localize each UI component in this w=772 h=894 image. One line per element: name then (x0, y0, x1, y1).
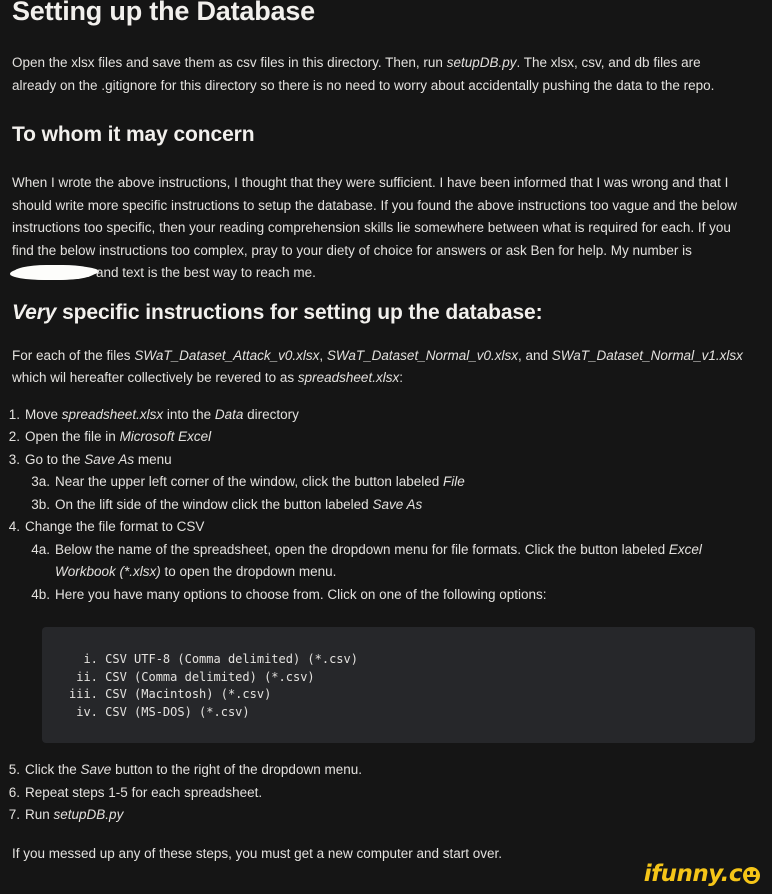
step-row (0, 804, 745, 827)
intro-paragraph (0, 52, 772, 97)
redacted-phone-number (13, 265, 95, 280)
step-text (25, 516, 745, 539)
steps-list-continued (0, 759, 772, 827)
section-heading-to-whom-it-may-concern: To whom it may concern (12, 123, 255, 146)
step-text-b: menu (134, 451, 172, 467)
step-text-a: Click the (25, 762, 81, 777)
instructions-intro-b: which wil hereafter collectively be revered to as (12, 370, 298, 385)
step-text (25, 759, 745, 782)
substep-number: 3a. (31, 474, 50, 489)
substep-number: 4b. (31, 586, 50, 602)
spacer (0, 97, 772, 123)
concern-text-a: When I wrote the above instructions, I thought that they were sufficient. I have been informed that I was wrong and that I should write more specific instructions to setup the database. If you found the above instructions too vague and the below instructions too specific, then your reading comprehension skills lie somewhere between what is required for each. If you find the below instructions too complex, pray to your diety of choice for answers or ask Ben for help. My number is (12, 175, 737, 258)
step-row (0, 759, 745, 782)
spacer (0, 325, 772, 345)
spacer (0, 147, 772, 172)
instructions-intro-paragraph (0, 345, 772, 390)
spacer (0, 285, 772, 301)
list-item (0, 449, 772, 517)
dataset-file-3: SWaT_Dataset_Normal_v1.xlsx (551, 347, 743, 363)
dataset-file-2: SWaT_Dataset_Normal_v0.xlsx (326, 347, 518, 363)
spreadsheet-alias: spreadsheet.xlsx (297, 370, 400, 385)
ifunny-watermark (644, 863, 760, 886)
concern-paragraph (0, 172, 772, 285)
step-emphasis-1: Save As (84, 451, 135, 467)
spacer (0, 390, 772, 404)
smiley-face-icon (743, 867, 760, 884)
instructions-intro-a: For each of the files (12, 347, 135, 363)
intro-text-a: Open the xlsx files and save them as csv files in this directory. Then, run (12, 55, 447, 70)
list-item (0, 782, 772, 805)
step-emphasis-1: Microsoft Excel (119, 429, 212, 444)
step-text-a: Open the file in (25, 429, 120, 444)
step-text-a: Run (25, 807, 54, 822)
heading-emphasis: Very (12, 300, 57, 324)
code-line: ii. CSV (Comma delimited) (*.csv) (69, 669, 315, 684)
step-text-c: directory (243, 406, 299, 422)
page-title: Setting up the Database (12, 0, 315, 26)
step-row (0, 516, 745, 539)
substep-row (0, 471, 745, 494)
substep-text-a: Here you have many options to choose from. Click on one of the following options: (55, 586, 547, 602)
separator-1: , (319, 347, 327, 363)
step-text-a: Change the file format to CSV (25, 519, 205, 534)
steps-list (0, 404, 772, 607)
separator-2: , and (517, 347, 552, 363)
substep-row (0, 539, 745, 584)
step-number: 4. (8, 519, 20, 534)
substep-text-a: Near the upper left corner of the window, click the button labeled (55, 474, 443, 489)
list-item (0, 516, 772, 606)
step-row (0, 782, 745, 805)
step-text-a: Move (25, 406, 62, 422)
step-row (0, 449, 745, 472)
code-line: i. CSV UTF-8 (Comma delimited) (*.csv) (69, 652, 358, 666)
concern-text-b: and text is the best way to reach me. (96, 265, 316, 280)
substep-text (55, 494, 745, 517)
step-text-a: Go to the (25, 451, 85, 467)
substep-emphasis: Excel Workbook (*.xlsx) (55, 541, 702, 579)
code-line: iv. CSV (MS-DOS) (*.csv) (69, 704, 250, 719)
substep-row (0, 584, 745, 607)
step-number: 5. (8, 762, 20, 777)
code-line: iii. CSV (Macintosh) (*.csv) (69, 687, 272, 701)
csv-format-options-code-block (42, 627, 755, 743)
step-number: 6. (8, 784, 20, 800)
substep-number: 3b. (31, 496, 50, 512)
step-text (25, 804, 745, 827)
step-text (25, 449, 745, 472)
spacer (0, 606, 772, 627)
step-number: 2. (8, 429, 20, 444)
list-item (0, 404, 772, 427)
substep-text (55, 584, 745, 607)
step-emphasis-1: spreadsheet.xlsx (61, 406, 164, 422)
instructions-intro-c: : (399, 370, 403, 385)
substep-text (55, 539, 745, 584)
substep-text-b: to open the dropdown menu. (160, 564, 337, 579)
step-text (25, 404, 745, 427)
step-text-b: button to the right of the dropdown menu. (111, 762, 362, 777)
step-text-b: into the (163, 406, 215, 422)
list-item (0, 804, 772, 827)
step-row (0, 426, 745, 449)
spacer (0, 827, 772, 843)
step-number: 1. (8, 406, 20, 422)
step-text (25, 426, 745, 449)
spacer (0, 30, 772, 52)
spacer (0, 743, 772, 759)
step-emphasis-1: Save (80, 762, 112, 777)
step-number: 3. (8, 451, 20, 467)
list-item (0, 426, 772, 449)
substep-emphasis: Save As (372, 496, 423, 512)
list-item (0, 759, 772, 782)
watermark-text: ifunny.c (643, 861, 742, 887)
substep-row (0, 494, 745, 517)
step-text (25, 782, 745, 805)
step-emphasis-1: setupDB.py (53, 807, 124, 822)
step-row (0, 404, 745, 427)
step-number: 7. (8, 807, 20, 822)
intro-text-c: . The xlsx, csv, and db files are already on the .gitignore for this directory so there is no need to worry about accidentally pushing the data to the repo. (12, 55, 715, 93)
heading-rest: specific instructions for setting up the database: (56, 300, 543, 324)
substep-number: 4a. (31, 541, 50, 557)
substep-text (55, 471, 745, 494)
closing-paragraph: If you messed up any of these steps, you must get a new computer and start over. (12, 845, 503, 861)
step-emphasis-2: Data (214, 406, 244, 422)
step-text-a: Repeat steps 1-5 for each spreadsheet. (25, 784, 263, 800)
substep-text-a: On the lift side of the window click the button labeled (55, 496, 373, 512)
intro-script-name: setupDB.py (446, 55, 517, 70)
dataset-file-1: SWaT_Dataset_Attack_v0.xlsx (134, 347, 320, 363)
section-heading-very-specific-instructions (0, 301, 772, 325)
substep-text-a: Below the name of the spreadsheet, open the dropdown menu for file formats. Click the button labeled (55, 541, 669, 557)
substep-emphasis: File (442, 474, 465, 489)
